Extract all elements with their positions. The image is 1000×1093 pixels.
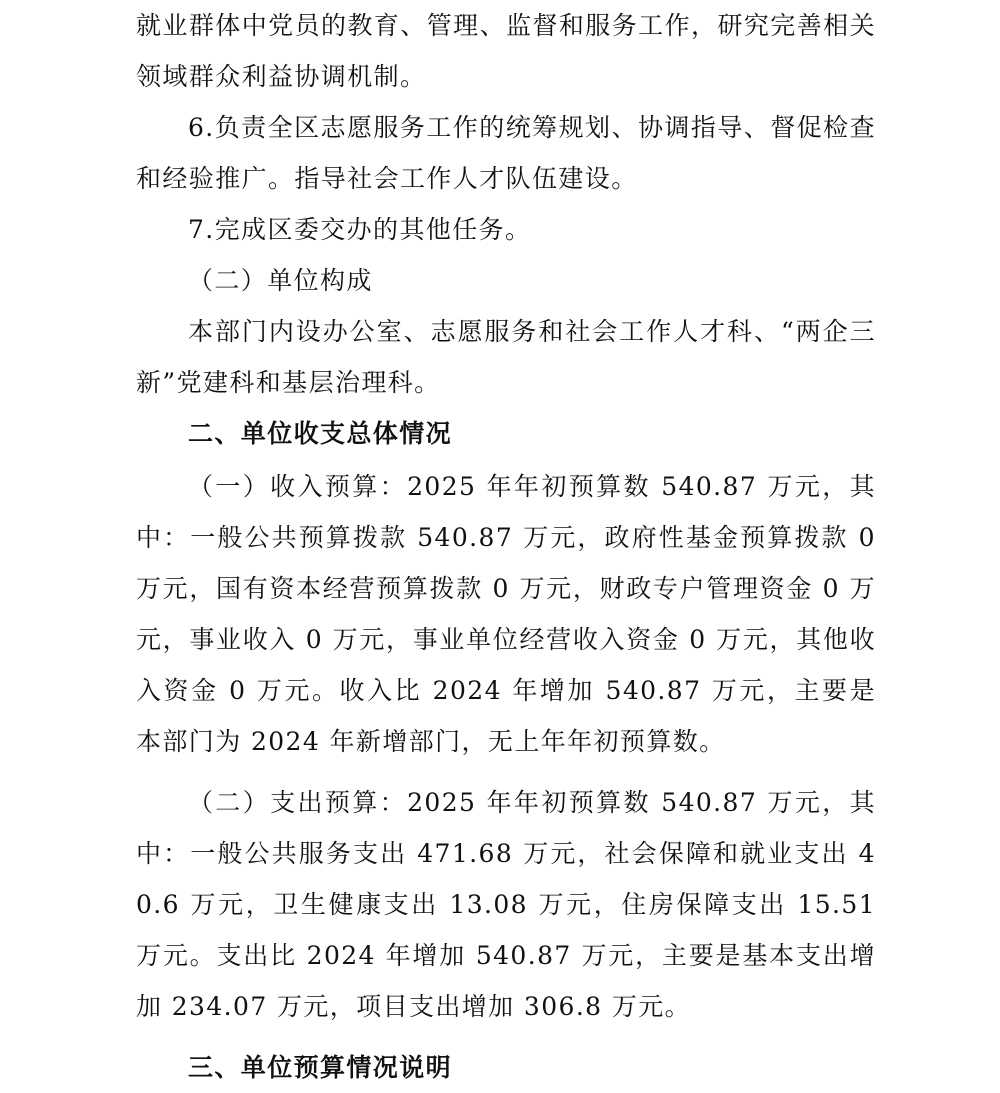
paragraph-unit-composition: 本部门内设办公室、志愿服务和社会工作人才科、“两企三新”党建科和基层治理科。 (136, 317, 876, 397)
paragraph-duties-continued: 就业群体中党员的教育、管理、监督和服务工作，研究完善相关领域群众利益协调机制。 (136, 11, 876, 91)
heading-unit-composition: （二）单位构成 (188, 266, 373, 295)
heading-section-3: 三、单位预算情况说明 (188, 1053, 453, 1082)
income-budget-text: 2025 年年初预算数 540.87 万元，其中：一般公共预算拨款 540.87 万元，政府性基金预算拨款 0 万元，国有资本经营预算拨款 0 万元，财政专户管理资金 0 万元，事业收入 0 万元，事业单位经营收入资金 0 万元，其他收入资金 0 万元。收入比 2024 年增加 540.87 万元，主要是本部门为 2024 年新增部门，无上年年初预算数。 (136, 472, 877, 756)
paragraph-duty-7: 7.完成区委交办的其他任务。 (188, 215, 532, 244)
heading-section-2: 二、单位收支总体情况 (188, 419, 453, 448)
paragraph-duty-6: 6.负责全区志愿服务工作的统筹规划、协调指导、督促检查和经验推广。指导社会工作人才队伍建设。 (136, 113, 876, 193)
paragraph-income-budget (136, 461, 876, 767)
paragraph-expense-budget (136, 777, 876, 1032)
expense-budget-text: 2025 年年初预算数 540.87 万元，其中：一般公共服务支出 471.68 万元，社会保障和就业支出 40.6 万元，卫生健康支出 13.08 万元，住房保障支出 15.51 万元。支出比 2024 年增加 540.87 万元，主要是基本支出增加 234.07 万元，项目支出增加 306.8 万元。 (136, 788, 877, 1021)
expense-budget-label: （二）支出预算： (188, 788, 408, 817)
document-page (136, 0, 876, 1093)
income-budget-label: （一）收入预算： (188, 472, 408, 501)
